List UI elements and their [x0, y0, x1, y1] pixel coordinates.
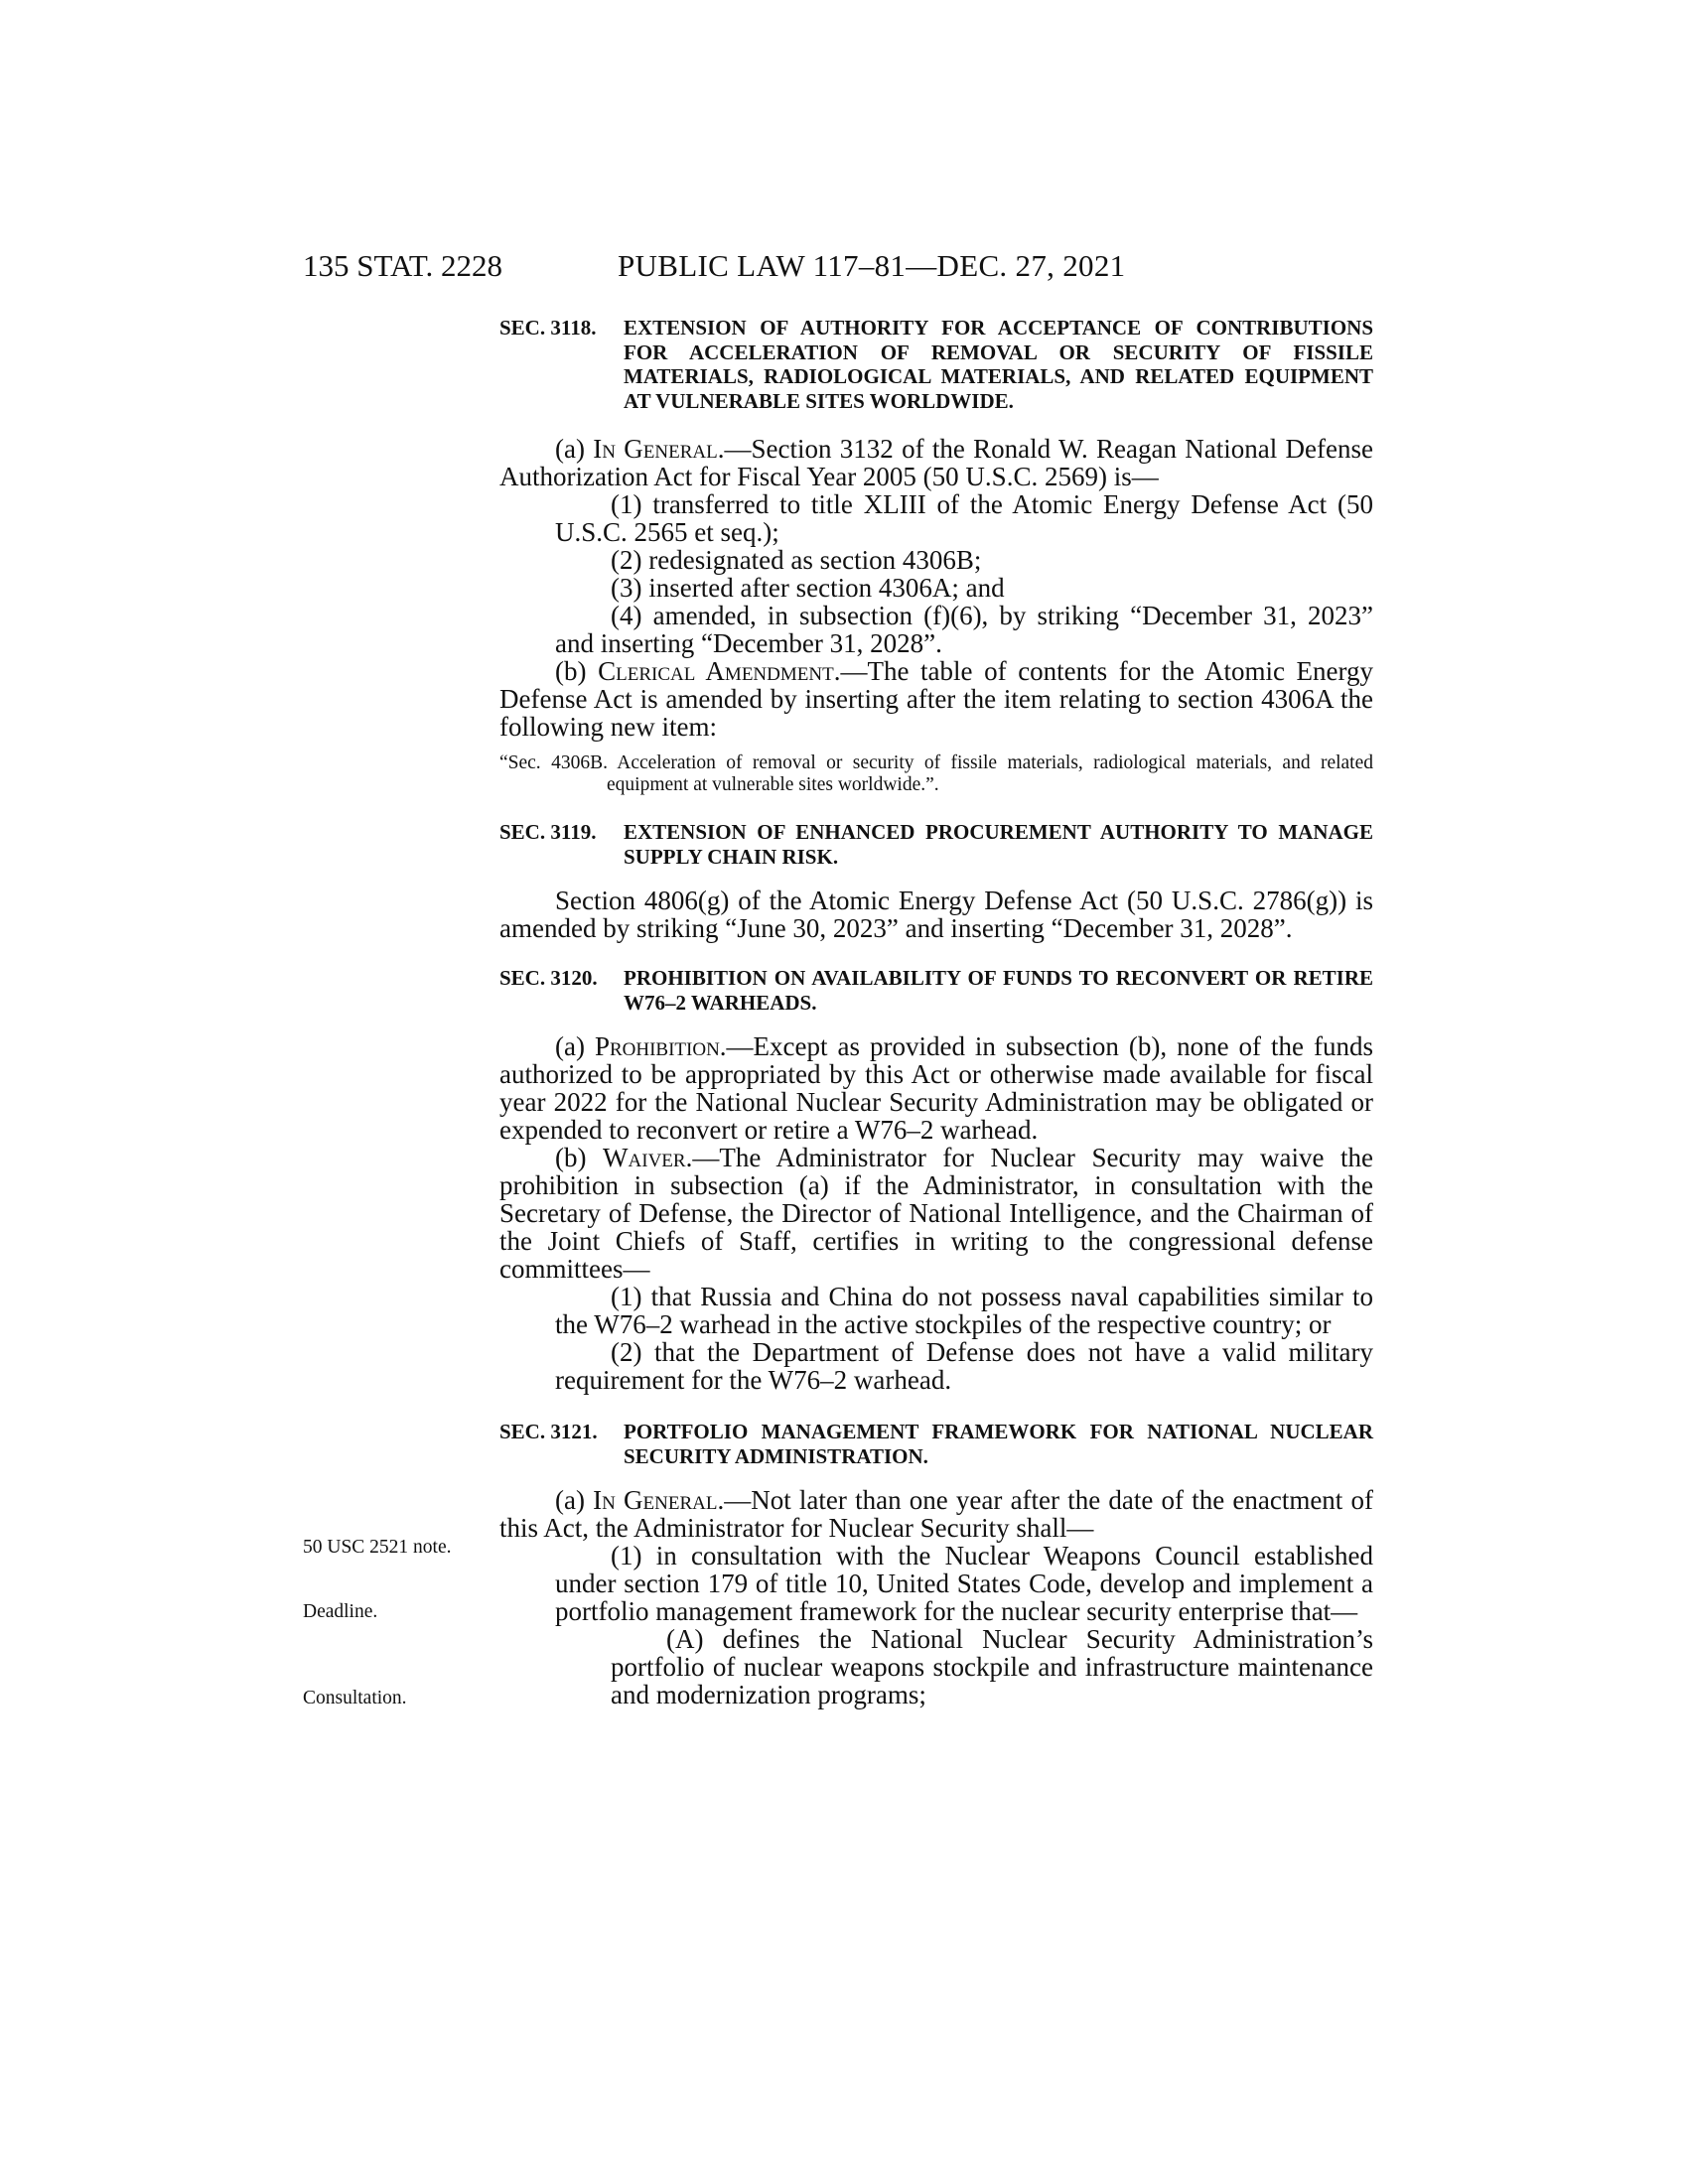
- paragraph-3: (3) inserted after section 4306A; and: [611, 573, 1005, 603]
- subsection-text: .—Section 3132 of the Ronald W. Reagan National Defense Authorization Act for Fiscal Year 2005 (50 U.S.C. 2569) is—: [499, 434, 1374, 491]
- subsection-a: [499, 435, 1373, 490]
- subparagraph-A: (A) defines the National Nuclear Security Administration’s portfolio of nuclear weapons stockpile and infrastructure maintenance and modernization programs;: [611, 1624, 1373, 1709]
- subsection-heading: In General: [593, 1485, 718, 1515]
- section-title: EXTENSION OF AUTHORITY FOR ACCEPTANCE OF CONTRIBUTIONS FOR ACCELERATION OF REMOVAL OR SECURITY OF FISSILE MATERIALS, RADIOLOGICAL MATERIALS, AND RELATED EQUIPMENT AT VULNERABLE SITES WORLDWIDE.: [624, 316, 1373, 413]
- section-heading-3121: [499, 1420, 1373, 1468]
- section-text: Section 4806(g) of the Atomic Energy Defense Act (50 U.S.C. 2786(g)) is amended by striking “June 30, 2023” and inserting “December 31, 2028”.: [499, 886, 1373, 943]
- section-title: EXTENSION OF ENHANCED PROCUREMENT AUTHORITY TO MANAGE SUPPLY CHAIN RISK.: [624, 820, 1373, 869]
- section-heading-3119: [499, 820, 1373, 869]
- subsection-a: [499, 1486, 1373, 1542]
- subsection-heading: Clerical Amendment: [598, 656, 834, 686]
- section-heading-3120: [499, 966, 1373, 1015]
- subsection-label: (a): [555, 434, 594, 464]
- running-head: PUBLIC LAW 117–81—DEC. 27, 2021: [618, 248, 1126, 283]
- subsection-b: [499, 657, 1373, 741]
- body-column: [499, 316, 1373, 1708]
- section-title: PORTFOLIO MANAGEMENT FRAMEWORK FOR NATIONAL NUCLEAR SECURITY ADMINISTRATION.: [624, 1420, 1373, 1468]
- paragraph-1: (1) that Russia and China do not possess naval capabilities similar to the W76–2 warhead in the active stockpiles of the respective country; or: [555, 1282, 1373, 1339]
- paragraph-1: (1) transferred to title XLIII of the Atomic Energy Defense Act (50 U.S.C. 2565 et seq.);: [555, 489, 1373, 547]
- subsection-text: .—Except as provided in subsection (b), none of the funds authorized to be appropriated by this Act or otherwise made available for fiscal year 2022 for the National Nuclear Security Administration may be obligated or expended to reconvert or retire a W76–2 warhead.: [499, 1031, 1374, 1145]
- subsection-text: .—The Administrator for Nuclear Security may waive the prohibition in subsection (a) if the Administrator, in consultation with the Secretary of Defense, the Director of National Intelligence, and the Chairman of the Joint Chiefs of Staff, certifies in writing to the congressional defense committees—: [499, 1143, 1374, 1284]
- section-number: SEC. 3118.: [499, 316, 597, 340]
- subsection-text: .—Not later than one year after the date of the enactment of this Act, the Administrator for Nuclear Security shall—: [499, 1485, 1373, 1543]
- page-header: [0, 248, 1688, 288]
- subsection-heading: Waiver: [603, 1143, 686, 1172]
- section-heading-3118: [499, 316, 1373, 413]
- subsection-label: (a): [555, 1031, 595, 1061]
- margin-note-deadline: Deadline.: [303, 1601, 378, 1622]
- toc-item: “Sec. 4306B. Acceleration of removal or security of fissile materials, radiological materials, and related equipment at vulnerable sites worldwide.”.: [499, 752, 1373, 795]
- paragraph-2: (2) that the Department of Defense does not have a valid military requirement for the W76–2 warhead.: [555, 1337, 1373, 1395]
- margin-note-usc: 50 USC 2521 note.: [303, 1537, 452, 1558]
- subsection-label: (a): [555, 1485, 594, 1515]
- subsection-text: .—The table of contents for the Atomic Energy Defense Act is amended by inserting after the item relating to section 4306A the following new item:: [499, 656, 1374, 742]
- margin-note-consultation: Consultation.: [303, 1688, 407, 1708]
- subsection-heading: Prohibition: [594, 1031, 720, 1061]
- section-number: SEC. 3121.: [499, 1420, 598, 1443]
- section-title: PROHIBITION ON AVAILABILITY OF FUNDS TO RECONVERT OR RETIRE W76–2 WARHEADS.: [624, 966, 1373, 1015]
- section-number: SEC. 3119.: [499, 820, 597, 844]
- section-number: SEC. 3120.: [499, 966, 598, 990]
- subsection-b: [499, 1144, 1373, 1283]
- page-number: 135 STAT. 2228: [303, 248, 503, 283]
- subsection-a: [499, 1032, 1373, 1144]
- paragraph-1: (1) in consultation with the Nuclear Weapons Council established under section 179 of title 10, United States Code, develop and implement a portfolio management framework for the nuclear security enterprise that—: [555, 1541, 1373, 1626]
- paragraph-4: (4) amended, in subsection (f)(6), by striking “December 31, 2023” and inserting “December 31, 2028”.: [555, 601, 1373, 658]
- paragraph-2: (2) redesignated as section 4306B;: [611, 545, 982, 575]
- subsection-heading: In General: [593, 434, 718, 464]
- subsection-label: (b): [555, 1143, 604, 1172]
- subsection-label: (b): [555, 656, 599, 686]
